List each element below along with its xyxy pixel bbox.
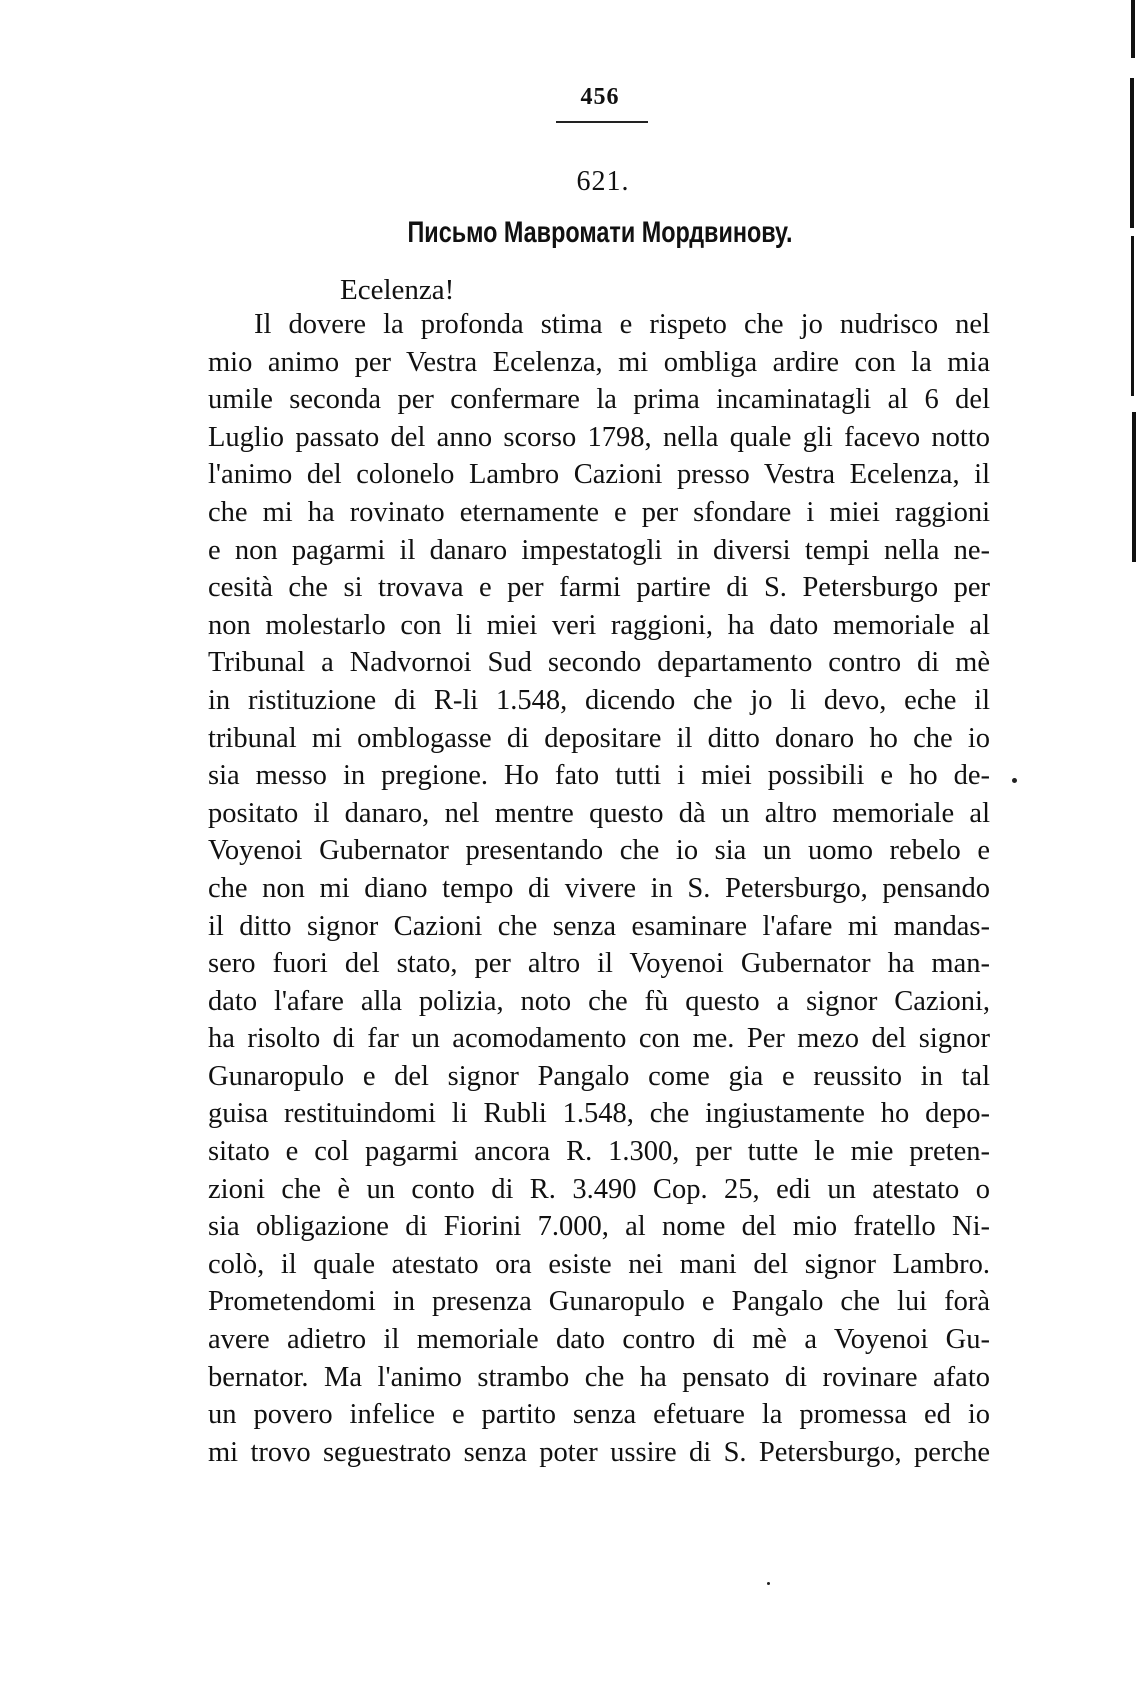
margin-dot: [1012, 778, 1017, 783]
text-line: avere adietro il memoriale dato contro di mè a Voyenoi Gu-: [208, 1324, 990, 1356]
document-number: 621.: [576, 166, 630, 197]
scan-speck: [767, 1582, 770, 1585]
scan-edge-mark: [1130, 78, 1134, 228]
text-line: Prometendomi in presenza Gunaropulo e Pangalo che lui forà: [208, 1286, 990, 1318]
text-line: l'animo del colonelo Lambro Cazioni presso Vestra Ecelenza, il: [208, 459, 990, 491]
text-line: il ditto signor Cazioni che senza esaminare l'afare mi mandas-: [208, 910, 990, 942]
text-line: Luglio passato del anno scorso 1798, nella quale gli facevo notto: [208, 421, 990, 453]
text-line: dato l'afare alla polizia, noto che fù questo a signor Cazioni,: [208, 985, 990, 1017]
text-line: colò, il quale atestato ora esiste nei mani del signor Lambro.: [208, 1248, 990, 1280]
text-line: tribunal mi omblogasse di depositare il ditto donaro ho che io: [208, 722, 990, 754]
text-line: ha risolto di far un acomodamento con me. Per mezo del signor: [208, 1023, 990, 1055]
text-line: in ristituzione di R-li 1.548, dicendo che jo li devo, eche il: [208, 684, 990, 716]
text-line: sia obligazione di Fiorini 7.000, al nome del mio fratello Ni-: [208, 1211, 990, 1243]
text-line: Tribunal a Nadvornoi Sud secondo departamento contro di mè: [208, 647, 990, 679]
salutation: Ecelenza!: [340, 274, 455, 306]
text-line: sero fuori del stato, per altro il Voyenoi Gubernator ha man-: [208, 948, 990, 980]
text-line: cesità che si trovava e per farmi partire di S. Petersburgo per: [208, 572, 990, 604]
text-line: mio animo per Vestra Ecelenza, mi ombliga ardire con la mia: [208, 346, 990, 378]
text-line: e non pagarmi il danaro impestatogli in diversi tempi nella ne-: [208, 534, 990, 566]
text-line: un povero infelice e partito senza efetuare la promessa ed io: [208, 1399, 990, 1431]
text-line: che non mi diano tempo di vivere in S. Petersburgo, pensando: [208, 872, 990, 904]
text-line: guisa restituindomi li Rubli 1.548, che ingiustamente ho depo-: [208, 1098, 990, 1130]
text-line: zioni che è un conto di R. 3.490 Cop. 25, edi un atestato o: [208, 1173, 990, 1205]
text-line: che mi ha rovinato eternamente e per sfondare i miei raggioni: [208, 496, 990, 528]
scan-edge-mark: [1131, 236, 1134, 396]
text-line: Voyenoi Gubernator presentando che io sia un uomo rebelo e: [208, 835, 990, 867]
text-line: Il dovere la profonda stima e rispeto che jo nudrisco nel: [254, 309, 990, 340]
page-number-underline: [556, 121, 648, 123]
page-number: 456: [580, 84, 620, 110]
text-line: umile seconda per confermare la prima incaminatagli al 6 del: [208, 384, 990, 416]
text-line: sia messo in pregione. Ho fato tutti i miei possibili e ho de-: [208, 760, 990, 792]
letter-title: Письмо Мавромати Мордвинову.: [407, 216, 793, 249]
text-line: non molestarlo con li miei veri raggioni, ha dato memoriale al: [208, 609, 990, 641]
text-line: Gunaropulo e del signor Pangalo come gia e reussito in tal: [208, 1060, 990, 1092]
letter-body: [208, 306, 990, 1471]
scan-edge-mark: [1131, 0, 1135, 58]
text-line: sitato e col pagarmi ancora R. 1.300, per tutte le mie preten-: [208, 1136, 990, 1168]
text-line: mi trovo seguestrato senza poter ussire di S. Petersburgo, perche: [208, 1436, 990, 1468]
text-line: positato il danaro, nel mentre questo dà un altro memoriale al: [208, 797, 990, 829]
scan-edge-mark: [1132, 412, 1136, 562]
text-line: bernator. Ma l'animo strambo che ha pensato di rovinare afato: [208, 1361, 990, 1393]
